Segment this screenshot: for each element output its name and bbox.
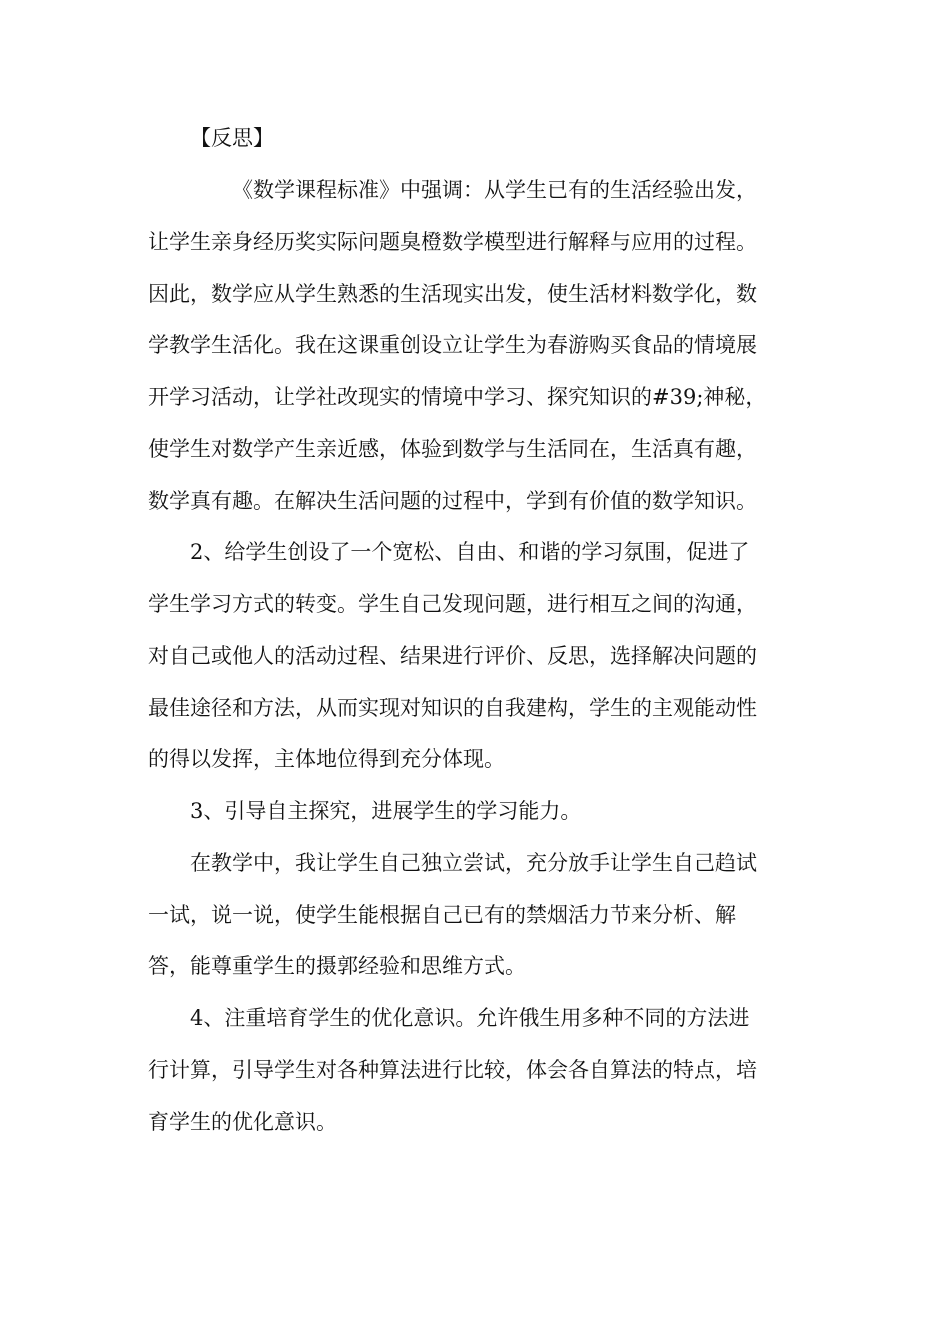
paragraph-line: 最佳途径和方法，从而实现对知识的自我建构，学生的主观能动性 [148, 696, 757, 720]
paragraph-line: 数学真有趣。在解决生活问题的过程中，学到有价值的数学知识。 [148, 489, 757, 513]
paragraph-line: 行计算，引导学生对各种算法进行比较，体会各自算法的特点，培 [148, 1058, 757, 1082]
paragraph-line: 《数学课程标准》中强调：从学生已有的生活经验出发， [232, 178, 757, 202]
paragraph-line: 使学生对数学产生亲近感，体验到数学与生活同在，生活真有趣， [148, 437, 757, 461]
paragraph-line: 育学生的优化意识。 [148, 1110, 337, 1134]
paragraph-line: 学教学生活化。我在这课重创设立让学生为春游购买食品的情境展 [148, 333, 757, 357]
paragraph-line: 一试，说一说，使学生能根据自己已有的禁烟活力节来分析、解 [148, 903, 736, 927]
paragraph-line: 开学习活动，让学社改现实的情境中学习、探究知识的#39;神秘， [148, 385, 767, 409]
paragraph-line: 对自己或他人的活动过程、结果进行评价、反思，选择解决问题的 [148, 644, 757, 668]
paragraph-line: 答，能尊重学生的摄郭经验和思维方式。 [148, 954, 526, 978]
paragraph-line: 3、引导自主探究，进展学生的学习能力。 [190, 799, 582, 823]
paragraph-line: 学生学习方式的转变。学生自己发现问题，进行相互之间的沟通， [148, 592, 757, 616]
paragraph-line: 4、注重培育学生的优化意识。允许俄生用多种不同的方法进 [190, 1006, 750, 1030]
paragraph-line: 2、给学生创设了一个宽松、自由、和谐的学习氛围，促进了 [190, 540, 750, 564]
paragraph-line: 在教学中，我让学生自己独立尝试，充分放手让学生自己趋试 [190, 851, 757, 875]
paragraph-line: 让学生亲身经历奖实际问题臭橙数学模型进行解释与应用的过程。 [148, 230, 757, 254]
paragraph-line: 的得以发挥，主体地位得到充分体现。 [148, 747, 505, 771]
paragraph-line: 因此，数学应从学生熟悉的生活现实出发，使生活材料数学化，数 [148, 282, 757, 306]
section-heading: 【反思】 [190, 126, 274, 150]
